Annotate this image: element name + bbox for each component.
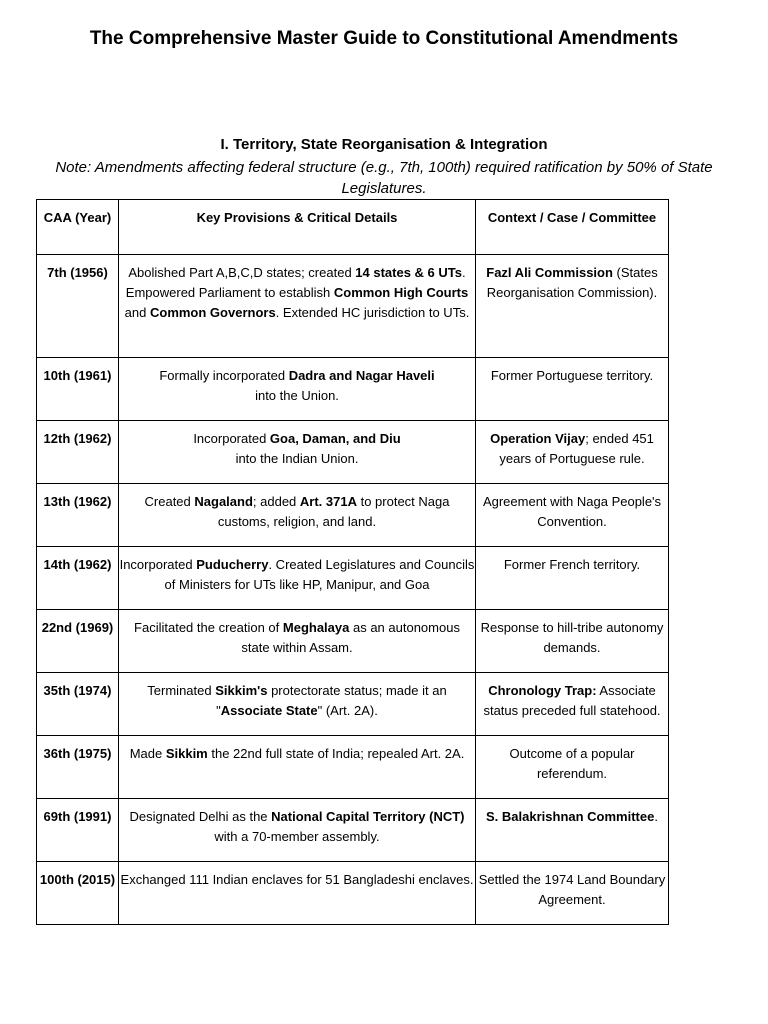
header-key-provisions: Key Provisions & Critical Details (119, 200, 476, 255)
text-segment: as an autonomous state within Assam. (241, 620, 460, 655)
text-segment: Outcome of a popular referendum. (509, 746, 635, 781)
bold-text: Chronology Trap: (488, 683, 597, 698)
table-row (37, 255, 669, 358)
text-segment: . Created Legislatures and Councils of Ministers for UTs like HP, Manipur, and Goa (164, 557, 475, 592)
caa-year-cell: 100th (2015) (37, 862, 119, 925)
table-row (37, 358, 669, 421)
context-cell (476, 610, 669, 673)
table-row (37, 610, 669, 673)
amendments-table (36, 199, 669, 925)
text-segment: Incorporated (119, 557, 197, 572)
text-segment: the 22nd full state of India; repealed Art. 2A. (207, 746, 465, 761)
section-heading: I. Territory, State Reorganisation & Integration (220, 136, 548, 153)
text-segment: Incorporated (193, 431, 270, 446)
text-segment: with a 70-member assembly. (214, 829, 380, 844)
context-cell (476, 255, 669, 358)
caa-year-cell: 14th (1962) (37, 547, 119, 610)
text-segment: Facilitated the creation of (134, 620, 283, 635)
text-segment: Former Portuguese territory. (490, 368, 654, 383)
bold-text: Common High Courts (333, 285, 469, 300)
text-segment: ; added (252, 494, 300, 509)
bold-text: S. Balakrishnan Committee (486, 809, 655, 824)
table-body (37, 255, 669, 925)
context-cell (476, 862, 669, 925)
text-segment: Made (129, 746, 166, 761)
caa-year-cell: 13th (1962) (37, 484, 119, 547)
caa-year-cell: 12th (1962) (37, 421, 119, 484)
caa-year-cell: 7th (1956) (37, 255, 119, 358)
key-provisions-cell (119, 673, 476, 736)
key-provisions-cell (119, 799, 476, 862)
caa-year-cell: 22nd (1969) (37, 610, 119, 673)
text-segment: Former French territory. (503, 557, 641, 572)
key-provisions-cell (119, 736, 476, 799)
context-cell (476, 358, 669, 421)
bold-text: 14 states & 6 UTs (355, 265, 462, 280)
text-segment: . Extended HC jurisdiction to UTs. (275, 305, 470, 320)
bold-text: Sikkim (165, 746, 208, 761)
context-cell (476, 799, 669, 862)
key-provisions-cell (119, 547, 476, 610)
text-segment: Settled the 1974 Land Boundary Agreement. (478, 872, 666, 907)
key-provisions-cell (119, 610, 476, 673)
text-segment: Formally incorporated (159, 368, 289, 383)
bold-text: Puducherry (196, 557, 269, 572)
table-row (37, 862, 669, 925)
bold-text: Nagaland (194, 494, 253, 509)
caa-year-cell: 69th (1991) (37, 799, 119, 862)
bold-text: Operation Vijay (490, 431, 586, 446)
bold-text: Dadra and Nagar Haveli (288, 368, 435, 383)
context-cell (476, 736, 669, 799)
table-row (37, 484, 669, 547)
table-row (37, 736, 669, 799)
text-segment: Associate status preceded full statehood. (483, 683, 661, 718)
header-context: Context / Case / Committee (476, 200, 669, 255)
text-segment: Exchanged 111 Indian enclaves for 51 Bangladeshi enclaves. (120, 872, 474, 887)
bold-text: Art. 371A (299, 494, 357, 509)
section-note: Note: Amendments affecting federal structure (e.g., 7th, 100th) required ratification by 50% of State Legislatures. (55, 159, 713, 197)
text-segment: (States Reorganisation Commission). (486, 265, 658, 300)
table-row (37, 799, 669, 862)
context-cell (476, 484, 669, 547)
key-provisions-cell (119, 484, 476, 547)
caa-year-cell: 10th (1961) (37, 358, 119, 421)
bold-text: Goa, Daman, and Diu (269, 431, 401, 446)
text-segment: Terminated (147, 683, 216, 698)
context-cell (476, 547, 669, 610)
key-provisions-cell (119, 358, 476, 421)
table-header-row (37, 200, 669, 255)
text-segment: . (654, 809, 658, 824)
text-segment: to protect Naga customs, religion, and land. (217, 494, 450, 529)
bold-text: Associate State (220, 703, 318, 718)
bold-text: Common Governors (149, 305, 276, 320)
table-row (37, 421, 669, 484)
context-cell (476, 421, 669, 484)
key-provisions-cell (119, 255, 476, 358)
text-segment: Response to hill-tribe autonomy demands. (480, 620, 664, 655)
bold-text: National Capital Territory (NCT) (271, 809, 465, 824)
table-row (37, 547, 669, 610)
text-segment: Abolished Part A,B,C,D states; created (128, 265, 356, 280)
text-segment: " (Art. 2A). (317, 703, 378, 718)
text-segment: and (124, 305, 150, 320)
context-cell (476, 673, 669, 736)
document-title: The Comprehensive Master Guide to Constitutional Amendments (89, 28, 679, 49)
text-segment: Agreement with Naga People's Convention. (482, 494, 662, 529)
table-row (37, 673, 669, 736)
caa-year-cell: 36th (1975) (37, 736, 119, 799)
text-segment: ; ended 451 years of Portuguese rule. (499, 431, 654, 466)
bold-text: Sikkim's (215, 683, 268, 698)
key-provisions-cell (119, 421, 476, 484)
bold-text: Meghalaya (282, 620, 350, 635)
text-segment: Designated Delhi as the (129, 809, 272, 824)
key-provisions-cell (119, 862, 476, 925)
bold-text: Fazl Ali Commission (486, 265, 613, 280)
text-segment: Created (144, 494, 195, 509)
text-segment: . Empowered Parliament to establish (125, 265, 466, 300)
text-segment: protectorate status; made it an " (216, 683, 447, 718)
text-segment: into the Indian Union. (235, 451, 359, 466)
text-segment: into the Union. (255, 388, 339, 403)
header-caa-year: CAA (Year) (37, 200, 119, 255)
caa-year-cell: 35th (1974) (37, 673, 119, 736)
